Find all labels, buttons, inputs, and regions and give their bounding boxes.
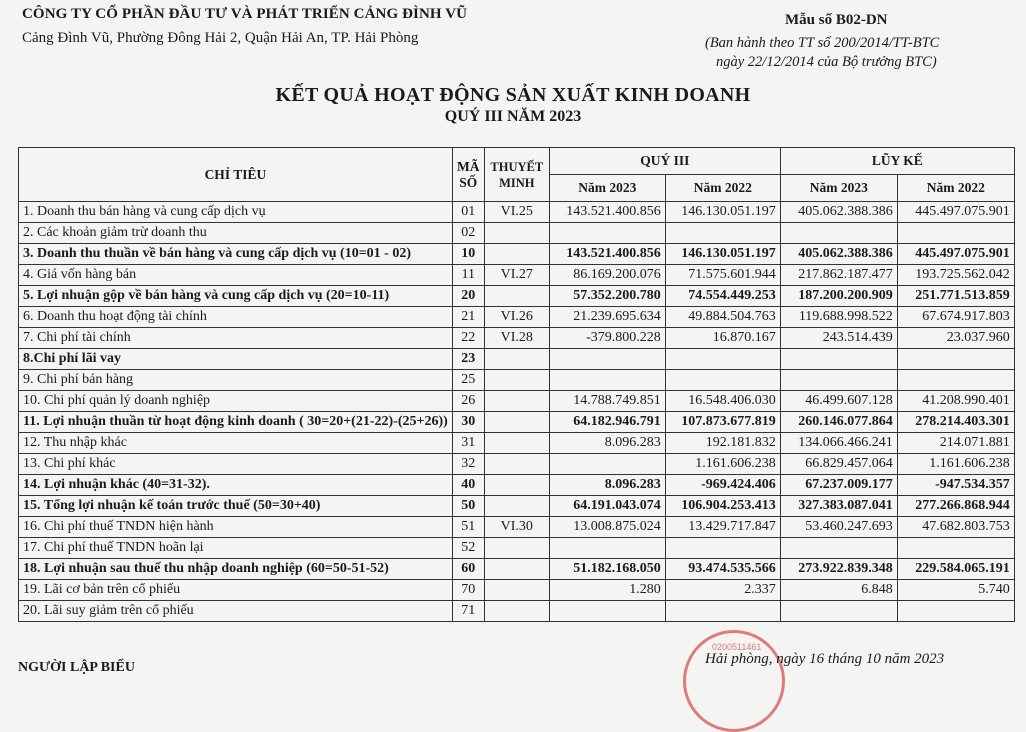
row-code: 31	[452, 433, 484, 454]
row-quarter-2023	[549, 223, 665, 244]
row-code: 30	[452, 412, 484, 433]
row-note	[484, 601, 549, 622]
row-code: 32	[452, 454, 484, 475]
row-cumulative-2022: 67.674.917.803	[897, 307, 1014, 328]
row-cumulative-2022: 23.037.960	[897, 328, 1014, 349]
row-note	[484, 580, 549, 601]
row-indicator: 1. Doanh thu bán hàng và cung cấp dịch vụ	[19, 202, 453, 223]
row-code: 21	[452, 307, 484, 328]
row-cumulative-2022: 278.214.403.301	[897, 412, 1014, 433]
table-row	[19, 307, 1015, 328]
row-code: 23	[452, 349, 484, 370]
row-quarter-2022: 49.884.504.763	[665, 307, 780, 328]
row-cumulative-2022: 277.266.868.944	[897, 496, 1014, 517]
row-indicator: 5. Lợi nhuận gộp về bán hàng và cung cấp dịch vụ (20=10-11)	[19, 286, 453, 307]
row-quarter-2022: 1.161.606.238	[665, 454, 780, 475]
row-quarter-2023: 8.096.283	[549, 475, 665, 496]
row-quarter-2023: 143.521.400.856	[549, 202, 665, 223]
row-indicator: 16. Chi phí thuế TNDN hiện hành	[19, 517, 453, 538]
header-quarter-2022: Năm 2022	[665, 175, 780, 202]
row-indicator: 3. Doanh thu thuần về bán hàng và cung cấp dịch vụ (10=01 - 02)	[19, 244, 453, 265]
row-code: 01	[452, 202, 484, 223]
row-cumulative-2023: 66.829.457.064	[780, 454, 897, 475]
row-quarter-2022: 146.130.051.197	[665, 244, 780, 265]
row-quarter-2023: 14.788.749.851	[549, 391, 665, 412]
row-indicator: 9. Chi phí bán hàng	[19, 370, 453, 391]
report-period: QUÝ III NĂM 2023	[444, 108, 582, 125]
row-note	[484, 286, 549, 307]
row-quarter-2023	[549, 538, 665, 559]
row-cumulative-2023: 119.688.998.522	[780, 307, 897, 328]
header-cumulative-group: LŨY KẾ	[780, 148, 1014, 175]
row-note: VI.30	[484, 517, 549, 538]
row-quarter-2022	[665, 538, 780, 559]
row-quarter-2023: 143.521.400.856	[549, 244, 665, 265]
row-quarter-2023	[549, 370, 665, 391]
form-note-line-1: (Ban hành theo TT số 200/2014/TT-BTC	[705, 35, 940, 51]
table-row	[19, 223, 1015, 244]
row-code: 40	[452, 475, 484, 496]
row-note	[484, 349, 549, 370]
row-code: 10	[452, 244, 484, 265]
row-cumulative-2022: 445.497.075.901	[897, 244, 1014, 265]
table-row	[19, 454, 1015, 475]
row-quarter-2023: 64.182.946.791	[549, 412, 665, 433]
table-row	[19, 496, 1015, 517]
row-indicator: 7. Chi phí tài chính	[19, 328, 453, 349]
row-indicator: 18. Lợi nhuận sau thuế thu nhập doanh nghiệp (60=50-51-52)	[19, 559, 453, 580]
row-cumulative-2022: 214.071.881	[897, 433, 1014, 454]
company-name: CÔNG TY CỔ PHẦN ĐẦU TƯ VÀ PHÁT TRIỂN CẢNG ĐÌNH VŨ	[22, 6, 468, 22]
row-note: VI.28	[484, 328, 549, 349]
row-cumulative-2022: 5.740	[897, 580, 1014, 601]
header-quarter-2023: Năm 2023	[549, 175, 665, 202]
table-row	[19, 517, 1015, 538]
row-quarter-2022: 146.130.051.197	[665, 202, 780, 223]
row-note: VI.25	[484, 202, 549, 223]
row-quarter-2022: 106.904.253.413	[665, 496, 780, 517]
row-indicator: 11. Lợi nhuận thuần từ hoạt động kinh doanh ( 30=20+(21-22)-(25+26))	[19, 412, 453, 433]
preparer-label: NGƯỜI LẬP BIỂU	[18, 660, 135, 675]
row-indicator: 14. Lợi nhuận khác (40=31-32).	[19, 475, 453, 496]
row-quarter-2022	[665, 223, 780, 244]
row-cumulative-2023: 327.383.087.041	[780, 496, 897, 517]
row-code: 51	[452, 517, 484, 538]
row-cumulative-2023: 217.862.187.477	[780, 265, 897, 286]
row-quarter-2023: 64.191.043.074	[549, 496, 665, 517]
row-quarter-2022: 93.474.535.566	[665, 559, 780, 580]
row-note: VI.26	[484, 307, 549, 328]
row-note	[484, 496, 549, 517]
form-code: Mẫu số B02-DN	[785, 12, 888, 28]
row-cumulative-2023: 6.848	[780, 580, 897, 601]
row-code: 22	[452, 328, 484, 349]
form-note-line-2: ngày 22/12/2014 của Bộ trưởng BTC)	[716, 54, 937, 70]
row-cumulative-2022	[897, 349, 1014, 370]
row-quarter-2022: -969.424.406	[665, 475, 780, 496]
row-quarter-2022	[665, 601, 780, 622]
row-indicator: 20. Lãi suy giảm trên cổ phiếu	[19, 601, 453, 622]
row-cumulative-2023	[780, 370, 897, 391]
table-row	[19, 202, 1015, 223]
row-indicator: 4. Giá vốn hàng bán	[19, 265, 453, 286]
header-cumulative-2023: Năm 2023	[780, 175, 897, 202]
table-row	[19, 538, 1015, 559]
row-note	[484, 244, 549, 265]
row-cumulative-2023: 134.066.466.241	[780, 433, 897, 454]
row-indicator: 2. Các khoản giảm trừ doanh thu	[19, 223, 453, 244]
table-row	[19, 433, 1015, 454]
row-cumulative-2023: 273.922.839.348	[780, 559, 897, 580]
row-cumulative-2023: 405.062.388.386	[780, 202, 897, 223]
row-indicator: 19. Lãi cơ bản trên cổ phiếu	[19, 580, 453, 601]
header-indicator: CHỈ TIÊU	[19, 148, 453, 202]
row-cumulative-2023: 260.146.077.864	[780, 412, 897, 433]
row-note	[484, 475, 549, 496]
row-quarter-2023: 57.352.200.780	[549, 286, 665, 307]
header-note: THUYẾT MINH	[484, 148, 549, 202]
row-cumulative-2023	[780, 601, 897, 622]
row-quarter-2022: 74.554.449.253	[665, 286, 780, 307]
table-row	[19, 475, 1015, 496]
row-cumulative-2023: 67.237.009.177	[780, 475, 897, 496]
row-note	[484, 559, 549, 580]
row-code: 25	[452, 370, 484, 391]
row-note: VI.27	[484, 265, 549, 286]
income-statement-table	[18, 147, 1015, 622]
row-quarter-2022	[665, 349, 780, 370]
row-code: 71	[452, 601, 484, 622]
row-quarter-2023: 51.182.168.050	[549, 559, 665, 580]
row-code: 11	[452, 265, 484, 286]
row-quarter-2022	[665, 370, 780, 391]
row-note	[484, 391, 549, 412]
table-row	[19, 349, 1015, 370]
header-cumulative-2022: Năm 2022	[897, 175, 1014, 202]
row-quarter-2023	[549, 349, 665, 370]
row-code: 02	[452, 223, 484, 244]
row-cumulative-2023: 187.200.200.909	[780, 286, 897, 307]
report-title: KẾT QUẢ HOẠT ĐỘNG SẢN XUẤT KINH DOANH	[275, 84, 751, 106]
row-code: 20	[452, 286, 484, 307]
row-note	[484, 538, 549, 559]
row-note	[484, 370, 549, 391]
row-cumulative-2023	[780, 538, 897, 559]
table-row	[19, 265, 1015, 286]
row-code: 50	[452, 496, 484, 517]
row-indicator: 12. Thu nhập khác	[19, 433, 453, 454]
row-cumulative-2022	[897, 601, 1014, 622]
row-cumulative-2023: 405.062.388.386	[780, 244, 897, 265]
table-row	[19, 244, 1015, 265]
row-note	[484, 223, 549, 244]
row-cumulative-2022: -947.534.357	[897, 475, 1014, 496]
signing-date: Hải phòng, ngày 16 tháng 10 năm 2023	[705, 651, 945, 667]
row-quarter-2023: 13.008.875.024	[549, 517, 665, 538]
row-cumulative-2023	[780, 349, 897, 370]
table-row	[19, 412, 1015, 433]
company-address: Cảng Đình Vũ, Phường Đông Hải 2, Quận Hải An, TP. Hải Phòng	[22, 30, 419, 46]
row-cumulative-2022	[897, 370, 1014, 391]
row-quarter-2022: 71.575.601.944	[665, 265, 780, 286]
row-cumulative-2022: 251.771.513.859	[897, 286, 1014, 307]
row-note	[484, 433, 549, 454]
row-quarter-2023: 21.239.695.634	[549, 307, 665, 328]
row-indicator: 15. Tổng lợi nhuận kế toán trước thuế (50=30+40)	[19, 496, 453, 517]
table-row	[19, 559, 1015, 580]
row-cumulative-2022	[897, 223, 1014, 244]
row-quarter-2023: 86.169.200.076	[549, 265, 665, 286]
row-code: 70	[452, 580, 484, 601]
row-quarter-2022: 107.873.677.819	[665, 412, 780, 433]
row-note	[484, 412, 549, 433]
row-cumulative-2022: 229.584.065.191	[897, 559, 1014, 580]
row-quarter-2023: 8.096.283	[549, 433, 665, 454]
row-quarter-2022: 2.337	[665, 580, 780, 601]
table-row	[19, 580, 1015, 601]
company-seal	[683, 630, 785, 732]
row-quarter-2023: 1.280	[549, 580, 665, 601]
row-indicator: 10. Chi phí quản lý doanh nghiệp	[19, 391, 453, 412]
table-row	[19, 286, 1015, 307]
row-quarter-2022: 16.548.406.030	[665, 391, 780, 412]
row-cumulative-2022: 1.161.606.238	[897, 454, 1014, 475]
row-indicator: 6. Doanh thu hoạt động tài chính	[19, 307, 453, 328]
seal-number: 0200511461	[712, 642, 762, 652]
row-cumulative-2023: 46.499.607.128	[780, 391, 897, 412]
row-indicator: 13. Chi phí khác	[19, 454, 453, 475]
row-quarter-2023	[549, 601, 665, 622]
row-indicator: 17. Chi phí thuế TNDN hoãn lại	[19, 538, 453, 559]
row-code: 26	[452, 391, 484, 412]
table-row	[19, 328, 1015, 349]
row-quarter-2022: 192.181.832	[665, 433, 780, 454]
row-cumulative-2022: 445.497.075.901	[897, 202, 1014, 223]
row-cumulative-2023: 243.514.439	[780, 328, 897, 349]
row-quarter-2022: 13.429.717.847	[665, 517, 780, 538]
row-code: 60	[452, 559, 484, 580]
row-cumulative-2023	[780, 223, 897, 244]
table-row	[19, 391, 1015, 412]
row-indicator: 8.Chi phí lãi vay	[19, 349, 453, 370]
row-quarter-2022: 16.870.167	[665, 328, 780, 349]
row-code: 52	[452, 538, 484, 559]
row-quarter-2023	[549, 454, 665, 475]
header-quarter-group: QUÝ III	[549, 148, 780, 175]
table-row	[19, 370, 1015, 391]
row-cumulative-2022: 47.682.803.753	[897, 517, 1014, 538]
row-cumulative-2022	[897, 538, 1014, 559]
header-code: MÃ SỐ	[452, 148, 484, 202]
row-cumulative-2022: 41.208.990.401	[897, 391, 1014, 412]
row-quarter-2023: -379.800.228	[549, 328, 665, 349]
row-cumulative-2022: 193.725.562.042	[897, 265, 1014, 286]
table-row	[19, 601, 1015, 622]
row-note	[484, 454, 549, 475]
row-cumulative-2023: 53.460.247.693	[780, 517, 897, 538]
